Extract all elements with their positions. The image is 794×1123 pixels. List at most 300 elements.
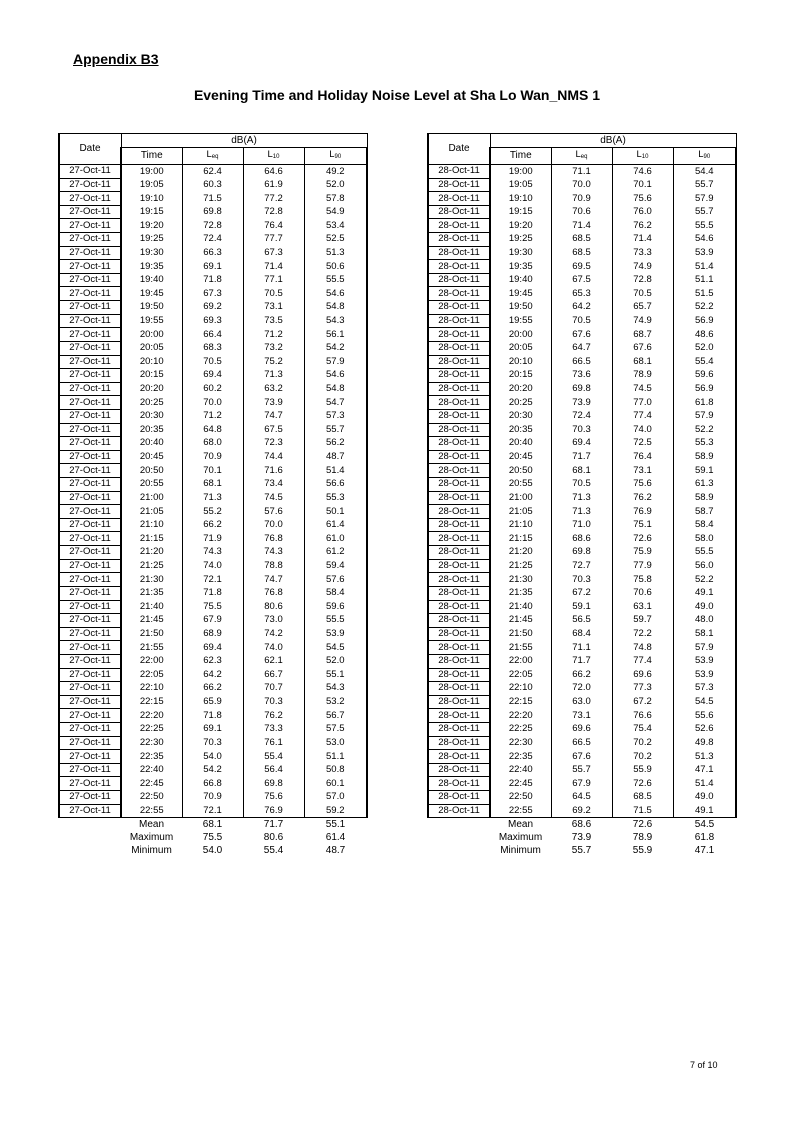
l10-cell: 74.2	[243, 627, 304, 641]
l10-cell: 77.9	[612, 559, 673, 573]
leq-cell: 67.5	[551, 273, 612, 287]
l90-cell: 56.2	[304, 437, 367, 451]
l10-cell: 55.4	[243, 750, 304, 764]
time-cell: 20:00	[121, 328, 182, 342]
table-row	[428, 586, 736, 600]
date-cell: 27-Oct-11	[59, 777, 121, 791]
table-row	[428, 260, 736, 274]
leq-cell: 71.2	[182, 409, 243, 423]
leq-cell: 70.3	[551, 423, 612, 437]
l90-cell: 53.4	[304, 219, 367, 233]
l10-cell: 75.8	[612, 573, 673, 587]
table-row	[59, 396, 367, 410]
l10-cell: 73.1	[243, 301, 304, 315]
time-column-header: Time	[490, 148, 551, 165]
date-cell: 27-Oct-11	[59, 668, 121, 682]
time-cell: 22:35	[490, 750, 551, 764]
table-row	[428, 777, 736, 791]
table-row	[59, 777, 367, 791]
l10-cell: 76.4	[612, 450, 673, 464]
leq-cell: 72.1	[182, 804, 243, 818]
leq-cell: 65.9	[182, 695, 243, 709]
leq-cell: 70.5	[551, 478, 612, 492]
summary-label: Mean	[507, 818, 533, 830]
l90-cell: 56.9	[673, 314, 736, 328]
l90-cell: 59.6	[304, 600, 367, 614]
summary-row-maximum	[428, 832, 736, 845]
date-cell: 28-Oct-11	[428, 273, 490, 287]
summary-label: Minimum	[131, 845, 172, 857]
table-row	[428, 722, 736, 736]
leq-cell: 69.4	[182, 369, 243, 383]
date-cell: 27-Oct-11	[59, 355, 121, 369]
leq-cell: 60.2	[182, 382, 243, 396]
table-row	[428, 791, 736, 805]
time-cell: 19:00	[121, 165, 182, 179]
l90-cell: 54.6	[304, 287, 367, 301]
time-cell: 21:15	[490, 532, 551, 546]
leq-cell: 69.6	[551, 722, 612, 736]
summary-label: Mean	[138, 818, 164, 830]
l90-cell: 55.7	[673, 205, 736, 219]
date-cell: 28-Oct-11	[428, 573, 490, 587]
l90-cell: 57.5	[304, 722, 367, 736]
l10-cell: 75.6	[243, 791, 304, 805]
table-row	[428, 423, 736, 437]
leq-cell: 72.4	[551, 409, 612, 423]
date-cell: 28-Oct-11	[428, 791, 490, 805]
time-cell: 21:40	[490, 600, 551, 614]
date-cell: 28-Oct-11	[428, 586, 490, 600]
table-row	[59, 233, 367, 247]
table-row	[59, 328, 367, 342]
time-cell: 19:30	[121, 246, 182, 260]
date-cell: 28-Oct-11	[428, 804, 490, 818]
l10-cell: 70.0	[243, 518, 304, 532]
date-cell: 27-Oct-11	[59, 750, 121, 764]
date-cell: 27-Oct-11	[59, 505, 121, 519]
leq-cell: 55.7	[551, 763, 612, 777]
l90-cell: 50.1	[304, 505, 367, 519]
time-cell: 21:20	[490, 546, 551, 560]
l90-cell: 57.3	[304, 409, 367, 423]
table-row	[428, 205, 736, 219]
time-cell: 22:05	[490, 668, 551, 682]
time-cell: 20:40	[490, 437, 551, 451]
table-row	[428, 219, 736, 233]
time-cell: 19:35	[490, 260, 551, 274]
leq-cell: 70.6	[551, 205, 612, 219]
l90-column-header: L90	[304, 148, 367, 165]
l10-cell: 71.4	[243, 260, 304, 274]
table-row	[428, 600, 736, 614]
table-row	[59, 382, 367, 396]
l10-cell: 74.4	[243, 450, 304, 464]
table-row	[428, 314, 736, 328]
leq-cell: 66.5	[551, 736, 612, 750]
table-row	[59, 518, 367, 532]
l10-cell: 77.7	[243, 233, 304, 247]
date-cell: 28-Oct-11	[428, 491, 490, 505]
time-cell: 22:40	[121, 763, 182, 777]
table-row	[59, 573, 367, 587]
l10-cell: 71.6	[243, 464, 304, 478]
time-cell: 22:30	[121, 736, 182, 750]
summary-l10: 72.6	[632, 818, 653, 830]
leq-cell: 69.1	[182, 260, 243, 274]
l10-cell: 77.2	[243, 192, 304, 206]
table-row	[59, 478, 367, 492]
time-cell: 21:50	[490, 627, 551, 641]
leq-cell: 71.3	[551, 491, 612, 505]
time-cell: 20:10	[121, 355, 182, 369]
leq-cell: 59.1	[551, 600, 612, 614]
table-row	[59, 627, 367, 641]
time-cell: 20:50	[121, 464, 182, 478]
l10-cell: 74.7	[243, 409, 304, 423]
l90-cell: 49.1	[673, 804, 736, 818]
l90-column-header: L90	[673, 148, 736, 165]
date-cell: 28-Oct-11	[428, 341, 490, 355]
summary-leq: 68.1	[202, 818, 223, 830]
l90-cell: 59.4	[304, 559, 367, 573]
leq-cell: 71.9	[182, 532, 243, 546]
l10-cell: 76.9	[243, 804, 304, 818]
table-row	[428, 382, 736, 396]
table-row	[59, 423, 367, 437]
l90-cell: 51.4	[673, 260, 736, 274]
time-cell: 21:35	[121, 586, 182, 600]
table-row	[59, 178, 367, 192]
leq-cell: 73.9	[551, 396, 612, 410]
date-cell: 28-Oct-11	[428, 518, 490, 532]
table-row	[59, 273, 367, 287]
time-cell: 19:50	[121, 301, 182, 315]
table-row	[59, 464, 367, 478]
table-row	[59, 559, 367, 573]
l10-cell: 70.2	[612, 736, 673, 750]
l10-cell: 63.2	[243, 382, 304, 396]
l90-cell: 53.9	[673, 654, 736, 668]
leq-cell: 69.3	[182, 314, 243, 328]
time-cell: 21:25	[121, 559, 182, 573]
time-cell: 20:15	[121, 369, 182, 383]
date-cell: 28-Oct-11	[428, 178, 490, 192]
date-cell: 27-Oct-11	[59, 532, 121, 546]
table-row	[428, 396, 736, 410]
l10-cell: 65.7	[612, 301, 673, 315]
date-cell: 27-Oct-11	[59, 328, 121, 342]
leq-cell: 66.2	[551, 668, 612, 682]
l90-cell: 57.3	[673, 682, 736, 696]
l10-cell: 59.7	[612, 614, 673, 628]
summary-l10: 78.9	[632, 832, 653, 844]
summary-leq: 75.5	[202, 832, 223, 844]
l10-cell: 70.5	[612, 287, 673, 301]
l90-cell: 49.0	[673, 600, 736, 614]
summary-leq: 55.7	[571, 845, 592, 857]
l90-cell: 52.6	[673, 722, 736, 736]
date-column-header: Date	[428, 134, 490, 165]
date-cell: 28-Oct-11	[428, 246, 490, 260]
leq-cell: 60.3	[182, 178, 243, 192]
table-row	[428, 668, 736, 682]
time-cell: 19:20	[490, 219, 551, 233]
l90-cell: 58.4	[673, 518, 736, 532]
date-cell: 27-Oct-11	[59, 382, 121, 396]
time-cell: 21:05	[121, 505, 182, 519]
table-row	[59, 668, 367, 682]
time-cell: 20:05	[490, 341, 551, 355]
l90-cell: 54.6	[304, 369, 367, 383]
l90-cell: 52.2	[673, 573, 736, 587]
l90-cell: 59.2	[304, 804, 367, 818]
l90-cell: 51.4	[304, 464, 367, 478]
table-row	[59, 614, 367, 628]
summary-row-mean	[59, 818, 367, 832]
date-cell: 27-Oct-11	[59, 682, 121, 696]
time-cell: 22:20	[490, 709, 551, 723]
l10-cell: 72.8	[612, 273, 673, 287]
time-cell: 20:20	[121, 382, 182, 396]
l90-cell: 50.8	[304, 763, 367, 777]
l10-cell: 67.2	[612, 695, 673, 709]
leq-cell: 68.1	[551, 464, 612, 478]
table-row	[428, 614, 736, 628]
table-row	[59, 763, 367, 777]
l90-cell: 53.9	[673, 246, 736, 260]
appendix-label: Appendix B3	[73, 51, 159, 67]
leq-cell: 70.5	[551, 314, 612, 328]
date-cell: 28-Oct-11	[428, 409, 490, 423]
l10-cell: 69.8	[243, 777, 304, 791]
table-row	[428, 478, 736, 492]
time-cell: 22:35	[121, 750, 182, 764]
leq-cell: 71.1	[551, 641, 612, 655]
summary-l10: 71.7	[263, 818, 284, 830]
leq-cell: 70.3	[182, 736, 243, 750]
table-row	[59, 450, 367, 464]
date-cell: 28-Oct-11	[428, 777, 490, 791]
date-cell: 27-Oct-11	[59, 301, 121, 315]
l10-cell: 70.3	[243, 695, 304, 709]
l90-cell: 54.3	[304, 314, 367, 328]
table-row	[428, 301, 736, 315]
table-row	[59, 682, 367, 696]
date-cell: 27-Oct-11	[59, 709, 121, 723]
summary-row-mean	[428, 818, 736, 832]
summary-leq: 68.6	[571, 818, 592, 830]
date-cell: 28-Oct-11	[428, 382, 490, 396]
date-cell: 27-Oct-11	[59, 396, 121, 410]
table-row	[59, 600, 367, 614]
leq-cell: 63.0	[551, 695, 612, 709]
l10-cell: 72.2	[612, 627, 673, 641]
table-row	[428, 573, 736, 587]
l90-cell: 47.1	[673, 763, 736, 777]
date-cell: 27-Oct-11	[59, 409, 121, 423]
leq-cell: 68.5	[551, 233, 612, 247]
l90-cell: 52.5	[304, 233, 367, 247]
date-cell: 27-Oct-11	[59, 287, 121, 301]
time-cell: 21:40	[121, 600, 182, 614]
table-row	[428, 804, 736, 818]
l90-cell: 59.1	[673, 464, 736, 478]
leq-cell: 67.6	[551, 750, 612, 764]
leq-cell: 69.2	[551, 804, 612, 818]
table-row	[428, 505, 736, 519]
leq-cell: 66.5	[551, 355, 612, 369]
table-row	[428, 641, 736, 655]
leq-cell: 64.5	[551, 791, 612, 805]
leq-cell: 64.2	[182, 668, 243, 682]
table-row	[59, 246, 367, 260]
leq-cell: 72.8	[182, 219, 243, 233]
date-cell: 28-Oct-11	[428, 654, 490, 668]
leq-cell: 72.4	[182, 233, 243, 247]
l10-cell: 74.6	[612, 165, 673, 179]
l10-cell: 77.1	[243, 273, 304, 287]
l10-cell: 76.6	[612, 709, 673, 723]
l10-cell: 74.5	[612, 382, 673, 396]
l90-cell: 52.2	[673, 301, 736, 315]
date-cell: 28-Oct-11	[428, 314, 490, 328]
table-row	[428, 682, 736, 696]
l10-cell: 76.9	[612, 505, 673, 519]
date-cell: 27-Oct-11	[59, 165, 121, 179]
time-cell: 21:25	[490, 559, 551, 573]
date-cell: 28-Oct-11	[428, 750, 490, 764]
time-cell: 19:15	[121, 205, 182, 219]
l90-cell: 54.8	[304, 301, 367, 315]
l90-cell: 55.6	[673, 709, 736, 723]
leq-cell: 66.8	[182, 777, 243, 791]
leq-cell: 64.8	[182, 423, 243, 437]
l90-cell: 61.8	[673, 396, 736, 410]
date-cell: 28-Oct-11	[428, 722, 490, 736]
time-cell: 22:55	[490, 804, 551, 818]
time-cell: 21:15	[121, 532, 182, 546]
l10-cell: 76.8	[243, 532, 304, 546]
leq-cell: 71.8	[182, 586, 243, 600]
leq-cell: 71.1	[551, 165, 612, 179]
leq-cell: 74.0	[182, 559, 243, 573]
l90-cell: 54.3	[304, 682, 367, 696]
time-cell: 21:00	[490, 491, 551, 505]
time-cell: 20:35	[490, 423, 551, 437]
date-cell: 27-Oct-11	[59, 654, 121, 668]
l90-cell: 49.8	[673, 736, 736, 750]
summary-label: Maximum	[498, 832, 543, 844]
time-cell: 20:55	[490, 478, 551, 492]
l10-cell: 73.9	[243, 396, 304, 410]
date-cell: 27-Oct-11	[59, 178, 121, 192]
time-cell: 21:20	[121, 546, 182, 560]
time-cell: 21:45	[121, 614, 182, 628]
l10-cell: 74.0	[612, 423, 673, 437]
time-cell: 21:30	[121, 573, 182, 587]
date-cell: 27-Oct-11	[59, 546, 121, 560]
leq-cell: 70.9	[551, 192, 612, 206]
l10-cell: 76.2	[243, 709, 304, 723]
table-row	[428, 518, 736, 532]
l10-cell: 78.8	[243, 559, 304, 573]
l90-cell: 52.0	[304, 178, 367, 192]
time-cell: 22:00	[490, 654, 551, 668]
l10-cell: 62.1	[243, 654, 304, 668]
date-cell: 27-Oct-11	[59, 791, 121, 805]
leq-cell: 68.6	[551, 532, 612, 546]
date-cell: 28-Oct-11	[428, 559, 490, 573]
l10-cell: 67.3	[243, 246, 304, 260]
table-row	[59, 791, 367, 805]
leq-cell: 67.9	[182, 614, 243, 628]
date-cell: 28-Oct-11	[428, 546, 490, 560]
leq-cell: 69.1	[182, 722, 243, 736]
noise-table-27-oct	[58, 133, 368, 858]
unit-header: dB(A)	[121, 134, 367, 148]
table-row	[59, 260, 367, 274]
l10-cell: 72.8	[243, 205, 304, 219]
table-row	[59, 709, 367, 723]
l10-cell: 71.2	[243, 328, 304, 342]
date-cell: 28-Oct-11	[428, 668, 490, 682]
leq-cell: 65.3	[551, 287, 612, 301]
time-cell: 19:50	[490, 301, 551, 315]
time-cell: 22:00	[121, 654, 182, 668]
date-cell: 27-Oct-11	[59, 233, 121, 247]
l10-cell: 71.5	[612, 804, 673, 818]
time-cell: 20:45	[490, 450, 551, 464]
summary-l10: 55.9	[632, 845, 653, 857]
table-row	[59, 341, 367, 355]
date-cell: 28-Oct-11	[428, 233, 490, 247]
date-cell: 28-Oct-11	[428, 165, 490, 179]
summary-leq: 54.0	[202, 845, 223, 857]
summary-l90: 54.5	[694, 818, 715, 830]
time-cell: 21:35	[490, 586, 551, 600]
l90-cell: 48.0	[673, 614, 736, 628]
date-cell: 28-Oct-11	[428, 423, 490, 437]
date-cell: 27-Oct-11	[59, 641, 121, 655]
l90-cell: 58.9	[673, 491, 736, 505]
time-cell: 19:45	[121, 287, 182, 301]
time-cell: 22:55	[121, 804, 182, 818]
leq-cell: 68.9	[182, 627, 243, 641]
leq-cell: 74.3	[182, 546, 243, 560]
date-cell: 27-Oct-11	[59, 260, 121, 274]
summary-l90: 61.8	[694, 832, 715, 844]
table-row	[428, 559, 736, 573]
blank-cell	[59, 818, 121, 832]
l10-cell: 74.5	[243, 491, 304, 505]
date-cell: 28-Oct-11	[428, 260, 490, 274]
l90-cell: 48.7	[304, 450, 367, 464]
time-cell: 20:30	[121, 409, 182, 423]
summary-label: Maximum	[129, 832, 174, 844]
l10-cell: 75.1	[612, 518, 673, 532]
table-row	[428, 450, 736, 464]
leq-cell: 69.8	[551, 382, 612, 396]
leq-cell: 68.0	[182, 437, 243, 451]
l90-cell: 57.9	[673, 192, 736, 206]
date-cell: 28-Oct-11	[428, 450, 490, 464]
l10-cell: 77.4	[612, 409, 673, 423]
time-cell: 22:25	[490, 722, 551, 736]
date-cell: 27-Oct-11	[59, 314, 121, 328]
date-cell: 28-Oct-11	[428, 600, 490, 614]
time-cell: 22:25	[121, 722, 182, 736]
